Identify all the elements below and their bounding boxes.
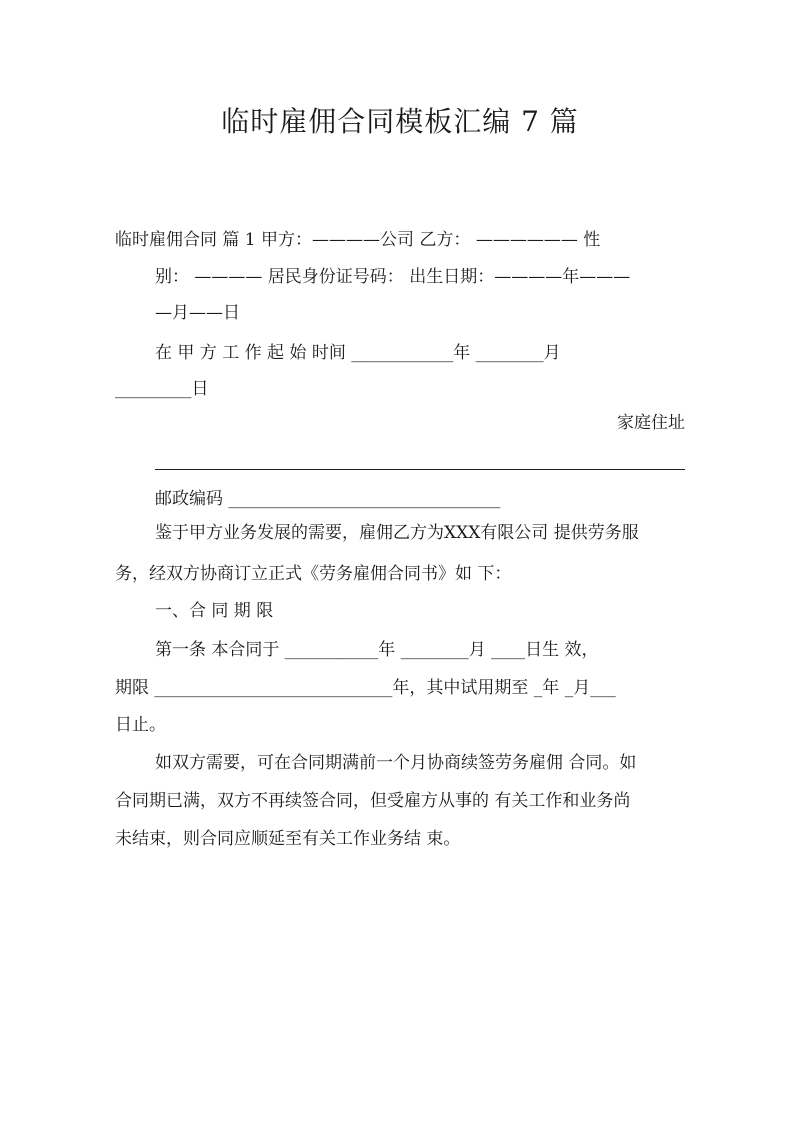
contract-header-line-3: —月——日 [155,303,240,323]
section-heading-contract-term: 一、合 同 期 限 [155,601,274,621]
contract-header-line-2: 别： ———— 居民身份证号码： 出生日期：————年——— [155,267,631,287]
renewal-line-1: 如双方需要，可在合同期满前一个月协商续签劳务雇佣 合同。如 [155,753,637,773]
start-date-line: 在 甲 方 工 作 起 始 时间 ____________年 ________月 [155,343,561,363]
preamble-line-1: 鉴于甲方业务发展的需要，雇佣乙方为XXX有限公司 提供劳务服 [155,523,639,543]
article-1-line-1: 第一条 本合同于 ___________年 ________月 ____日生 效， [155,640,599,660]
renewal-line-2: 合同期已满，双方不再续签合同，但受雇方从事的 有关工作和业务尚 [115,791,631,811]
contract-header-line-1: 临时雇佣合同 篇 1 甲方：————公司 乙方： —————— 性 [115,230,601,250]
article-1-line-3: 日止。 [115,715,166,735]
postal-code-line: 邮政编码 ________________________________ [155,489,501,509]
start-date-day-line: _________日 [115,379,209,399]
article-1-line-2: 期限 ____________________________年，其中试用期至 _年 _月___ [115,678,616,698]
home-address-rule [155,469,685,470]
preamble-line-2: 务，经双方协商订立正式《劳务雇佣合同书》如 下： [115,564,512,584]
renewal-line-3: 未结束，则合同应顺延至有关工作业务结 束。 [115,829,461,849]
home-address-label: 家庭住址 [617,413,685,433]
document-title: 临时雇佣合同模板汇编 7 篇 [221,105,579,138]
